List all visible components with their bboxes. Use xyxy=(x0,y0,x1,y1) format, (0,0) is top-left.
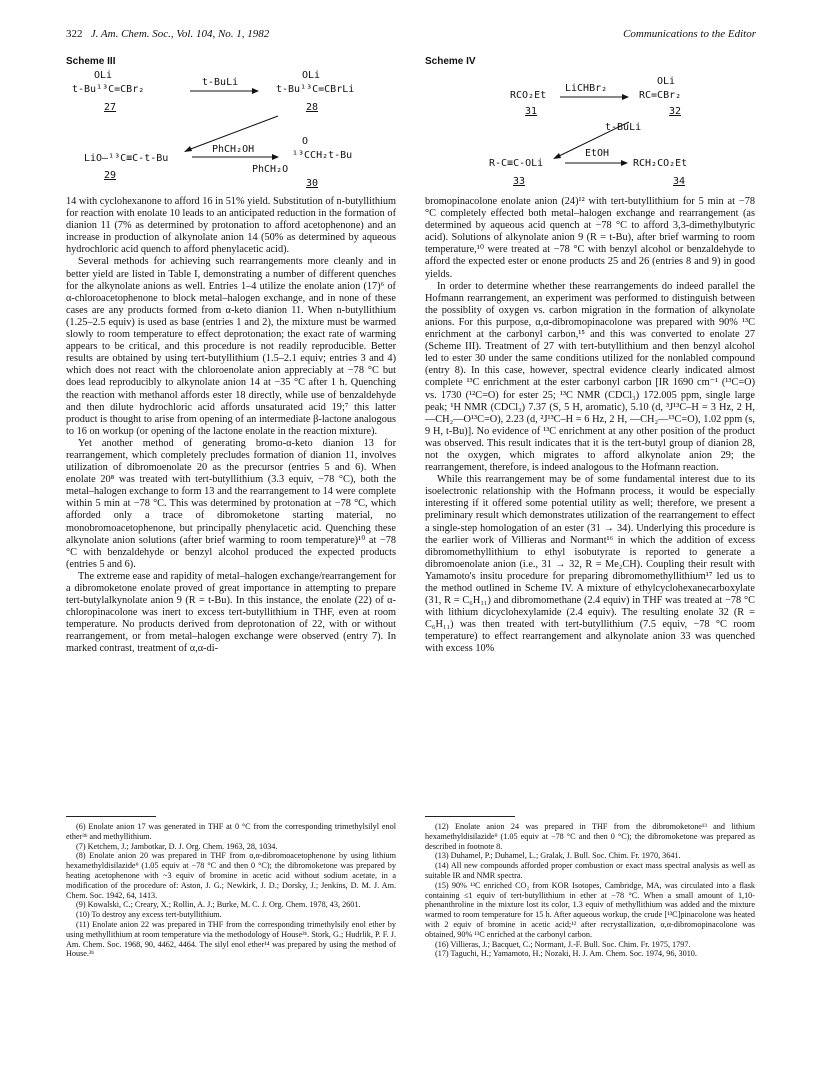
footnote: (11) Enolate anion 22 was prepared in THF from the corresponding trimethylsily enol ether by using methyllithium at room temperature via the methodology of House³ᵇ. Stork, G.; Hudrlik, P. F. J. Am. Chem. Soc. 1968, 90, 4462, 4464. The silyl enol ether¹⁴ was prepared by using the method of House.³ᵇ xyxy=(66,919,396,959)
body-paragraph: Yet another method of generating bromo-α-keto dianion 13 for rearrangement, which completely precludes formation of dianion 11, involves utilization of dibromoenolate 20 as the precursor (entries 5 and 6). When enolate 20⁸ was treated with tert-butyllithium (3.3 equiv, −78 °C), both the metal–halogen exchange to form 13 and the rearrangement to 14 were complete within 5 min at −78 °C. This was determined by protonation at −78 °C, which afforded only a trace of dibromoketone starting material, no monobromoacetophenone, but principally phenylacetic acid. Quenching these alkynolate anion solutions (after brief warming to room temperature)¹⁰ at −78 °C with benzaldehyde or benzyl alcohol produced the expected products (entries 5 and 6). xyxy=(66,437,396,570)
compound-28-top: OLi xyxy=(302,70,321,81)
compound-28-number: 28 xyxy=(306,102,319,113)
compound-33: R-C≡C-OLi xyxy=(489,158,544,169)
compound-33-number: 33 xyxy=(513,176,526,187)
footnote: (14) All new compounds afforded proper combustion or exact mass spectral analysis as well as suitable IR and NMR spectra. xyxy=(425,861,755,880)
body-paragraph: In order to determine whether these rearrangements do indeed parallel the Hofmann rearrangement, an experiment was performed to distinguish between the possiblity of oxygen vs. carbon migration in the formation of alkynolate anions. For this purpose, α,α-dibromopinacolone was prepared with 90% ¹³C enrichment at the carbonyl carbon,¹⁵ and this was converted to enolate 27 (Scheme III). Treatment of 27 with tert-butyllithium and then benzyl alcohol led to ester 30 under the same conditions utilized for the nonlabled compound (entry 8). In this case, however, spectral evidence clearly indicated almost complete ¹³C enrichment at the ester carbonyl carbon [IR 1690 cm⁻¹ (¹³C=O) vs. 1730 (¹²C=O) for ester 25; ¹³C NMR (CDCl₃) 172.005 ppm, single large peak; ¹H NMR (CDCl₃) 7.37 (S, 5 H, aromatic), 5.10 (d, ³J¹³C–H = 3 Hz, 2 H, —CH₂—O¹³C=O), 2.23 (d, ²J¹³C–H = 6 Hz, 2 H, —CH₂—¹³C=O), 1.02 ppm (s, 9 H, t-Bu)]. No evidence of ¹³C enrichment at any other position of the product was observed. This result indicates that it is the tert-butyl group of dianion 28, not the oxygen, which migrates to afford alkynolate anion 29; the rearrangement, therefore, is indeed analogous to the Hofmann reaction. xyxy=(425,280,755,474)
body-paragraph: The extreme ease and rapidity of metal–halogen exchange/rearrangement for a dibromoketone enolate proved of great importance in attempting to prepare tert-butylalkynolate anion 9 (R = t-Bu). In this instance, the enolate (22) of α-chloropinacolone was inert to excess tert-butyllithium in THF, even at room temperature. No products derived from deprotonation of 22, with or without rearrangement, or from metal–halogen exchange were observed (entry 7). In marked contrast, treatment of α,α-di- xyxy=(66,570,396,655)
compound-31-number: 31 xyxy=(525,106,538,117)
journal-title: J. Am. Chem. Soc., xyxy=(90,28,174,40)
footnote: (16) Villieras, J.; Bacquet, C.; Normant, J.-F. Bull. Soc. Chim. Fr. 1975, 1797. xyxy=(435,939,691,949)
right-footnotes xyxy=(425,822,755,959)
page-header xyxy=(66,28,756,46)
header-citation xyxy=(66,28,269,40)
body-paragraph: bromopinacolone enolate anion (24)¹² with tert-butyllithium for 5 min at −78 °C completely effected both metal–halogen exchange and rearrangement (as determined by aqueous acid quench at −78 °C to afford 3,3-dimethylbutyric acid). Solutions of alkynolate anion 9 (R = t-Bu), after brief warming to room temperature,¹⁰ were treated at −78 °C with benzyl alcohol or benzaldehyde to afford the expected ester or enone products 25 and 26 (entries 8 and 9) in good yields. xyxy=(425,196,755,280)
scheme-iv-reagent-tbuli: t-BuLi xyxy=(605,122,642,133)
left-footnotes xyxy=(66,822,396,959)
footnote: (8) Enolate anion 20 was prepared in THF from α,α-dibromoacetophenone by using lithium hexamethyldisilazide⁹ (1.05 equiv at −78 °C and then 0 °C); the dibromoketone was prepared by heating acetophenone with ~3 equiv of bromine in acetic acid without sodium acetate, in a modification of the procedure of: Aston, J. G.; Newkirk, J. D.; Dorsky, J.; Jenkins, D. M. J. Am. Chem. Soc. 1942, 64, 1413. xyxy=(66,851,396,900)
volume-info: Vol. 104, No. 1, 1982 xyxy=(176,28,270,40)
compound-34-number: 34 xyxy=(673,176,686,187)
compound-29: LiO—¹³C≡C-t-Bu xyxy=(84,153,169,164)
compound-30-bottom: PhCH₂O xyxy=(252,164,289,175)
compound-32-top: OLi xyxy=(657,76,676,87)
footnote: (9) Kowalski, C.; Creary, X.; Rollin, A. J.; Burke, M. C. J. Org. Chem. 1978, 43, 2601. xyxy=(76,900,361,910)
scheme-iv-label: Scheme IV xyxy=(425,56,476,67)
scheme-iii xyxy=(66,70,396,190)
compound-34: RCH₂CO₂Et xyxy=(633,158,688,169)
body-paragraph: While this rearrangement may be of some fundamental interest due to its isoelectronic relationship with the Hofmann process, it would be especially interesting if it offered some potential utility as well; therefore, we present a preliminary result which demonstrates utilization of the rearrangement to effect a single-step homologation of an ester (31 → 34). Underlying this procedure is the earlier work of Villieras and Normant¹⁶ in which the addition of excess dibromomethyllithium to ethyl isobutyrate is reported to generate a dibromoenolate anion (i.e., 31 → 32, R = Me₂CH). Coupling their result with Yamamoto's insitu procedure for preparing dibromomethyllithium¹⁷ led us to the method outlined in Scheme IV. A mixture of ethylcyclohexanecarboxylate (31, R = C₆H₁₁) and dibromomethane (2.4 equiv) in THF was treated at −78 °C with lithium dicyclohexylamide (2.4 equiv). The resulting enolate 32 (R = C₆H₁₁) was then treated with tert-butyllithium (7.5 equiv, −78 °C room temperature) to effect rearrangement and alkynolate anion 33 was quenched with excess 10% xyxy=(425,474,755,655)
compound-27-number: 27 xyxy=(104,102,117,113)
left-column-body xyxy=(66,196,396,656)
compound-27: t-Bu¹³C=CBr₂ xyxy=(72,84,145,95)
compound-32-number: 32 xyxy=(669,106,682,117)
footnote-divider xyxy=(425,816,515,817)
compound-27-top: OLi xyxy=(94,70,113,81)
scheme-iii-reagent-benzyl-alcohol: PhCH₂OH xyxy=(212,144,255,155)
compound-28: t-Bu¹³C=CBrLi xyxy=(276,84,355,95)
scheme-iv-reagent-ethanol: EtOH xyxy=(585,148,610,159)
compound-31: RCO₂Et xyxy=(510,90,547,101)
footnote: (7) Ketchem, J.; Jambotkar, D. J. Org. Chem. 1963, 28, 1034. xyxy=(76,841,278,851)
compound-32: RC=CBr₂ xyxy=(639,90,682,101)
footnote: (13) Duhamel, P.; Duhamel, L.; Gralak, J. Bull. Soc. Chim. Fr. 1970, 3641. xyxy=(435,851,681,861)
page-number: 322 xyxy=(66,28,83,40)
section-title: Communications to the Editor xyxy=(623,28,756,40)
scheme-iii-reagent-tbuli: t-BuLi xyxy=(202,77,239,88)
footnote: (17) Taguchi, H.; Yamamoto, H.; Nozaki, H. J. Am. Chem. Soc. 1974, 96, 3010. xyxy=(435,949,697,959)
footnote: (10) To destroy any excess tert-butyllithium. xyxy=(76,910,222,920)
footnote: (15) 90% ¹³C enriched CO₂ from KOR Isotopes, Cambridge, MA, was circulated into a flask containing ≤1 equiv of tert-butyllithium in ether at −78 °C. When a small amount of 1,10-phenanthroline in the mixture lost its color, 1.3 equiv of methyllithium was added and the mixture warmed to room temperature for 15 h. After aqueous workup, the crude [¹³C]pinacolone was heated with 2 equiv of bromine in acetic acid;¹² after recrystallization, α,α-dibromopinacolone was obtained, 90% ¹³C enriched at the carbonyl carbon. xyxy=(425,880,755,939)
right-column-body xyxy=(425,196,755,656)
footnote: (6) Enolate anion 17 was generated in THF at 0 °C from the corresponding trimethylsilyl enol ether³ᵇ and methyllithium. xyxy=(66,822,396,841)
compound-30: ¹³CCH₂t-Bu xyxy=(292,150,353,161)
footnote-divider xyxy=(66,816,156,817)
scheme-iv xyxy=(425,70,755,190)
body-paragraph: 14 with cyclohexanone to afford 16 in 51% yield. Substitution of n-butyllithium for reaction with enolate 10 leads to an anticipated reduction in the formation of dianion 11 (7% as determined by protonation to afford acetophenone) and an increase in production of alkynolate anion 14 (50% as determined by aqueous hydrochloric acid quench to afford phenylacetic acid). xyxy=(66,196,396,256)
compound-29-number: 29 xyxy=(104,170,117,181)
scheme-iv-reagent-dibromomethyllithium: LiCHBr₂ xyxy=(565,83,608,94)
body-paragraph: Several methods for achieving such rearrangements more cleanly and in better yield are listed in Table I, demonstrating a number of different quenches for the alkynolate anions as well. Entries 1–4 utilize the enolate anion (17)⁶ of α-chloroacetophenone to block metal–halogen exchange, and in none of these cases are any products formed from α-keto dianion 11. When n-butyllithium (1.25–2.5 equiv) is used as base (entries 1 and 2), the mixture must be warmed slowly to room temperature to effect deprotonation; the exact rate of warming appears to be critical, and this procedure is not readily reproducible. Better results are obtained by using tert-butyllithium (1.5–2.1 equiv; entries 3 and 4) which does not react with the chloroenolate anion appreciably at −78 °C but does lead reproducibly to alkynolate anion 14 at −35 °C after 1 h. Quenching the reaction with methanol affords ester 18 directly, while use of benzaldehyde and then dilute hydrochloric acid affords unsaturated acid 19;⁷ this latter product is thought to arise from opening of an intermediate β-lactone analogous to 16 on workup (or opening of the lactone enolate in the reaction mixture). xyxy=(66,256,396,437)
compound-30-top: O xyxy=(302,136,309,147)
compound-30-number: 30 xyxy=(306,178,319,189)
scheme-iii-label: Scheme III xyxy=(66,56,116,67)
footnote: (12) Enolate anion 24 was prepared in THF from the dibromoketone¹³ and lithium hexamethyldisilazide⁹ (1.05 equiv at −78 °C and then 0 °C); the dibromoketone was prepared as described in footnote 8. xyxy=(425,822,755,851)
